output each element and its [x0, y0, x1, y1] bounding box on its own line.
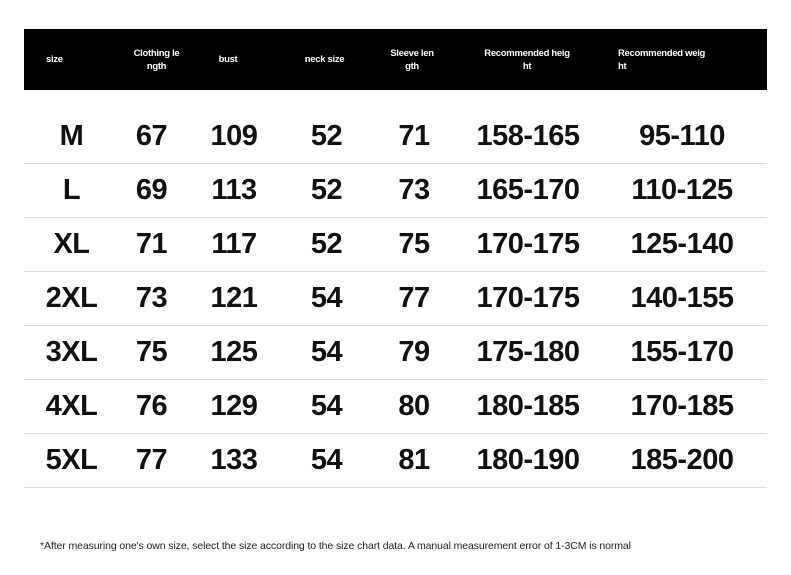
header-sleeve-length: Sleeve len gth: [390, 47, 434, 72]
cell-sleeve-length: 73: [398, 174, 430, 206]
cell-clothing-length: 77: [135, 444, 168, 476]
cell-recommended-weight: 155-170: [630, 336, 734, 368]
cell-sleeve-length: 81: [398, 444, 430, 476]
cell-neck-size: 52: [310, 174, 343, 206]
cell-size: L: [62, 174, 81, 206]
cell-neck-size: 54: [310, 444, 343, 476]
cell-bust: 121: [210, 282, 258, 314]
cell-bust: 133: [210, 444, 258, 476]
table-row: [24, 326, 767, 380]
cell-bust: 129: [210, 390, 258, 422]
table-row: [24, 218, 767, 272]
cell-size: 2XL: [45, 282, 98, 314]
cell-neck-size: 52: [310, 228, 343, 260]
cell-sleeve-length: 80: [398, 390, 430, 422]
table-row: [24, 164, 767, 218]
size-chart-table: [24, 29, 767, 488]
header-recommended-height: Recommended heig ht: [484, 47, 570, 72]
cell-neck-size: 52: [310, 120, 343, 152]
cell-sleeve-length: 79: [398, 336, 430, 368]
cell-size: XL: [53, 228, 90, 260]
cell-clothing-length: 71: [135, 228, 168, 260]
cell-recommended-height: 165-170: [476, 174, 580, 206]
cell-recommended-height: 180-185: [476, 390, 580, 422]
header-clothing-length: Clothing le ngth: [133, 47, 180, 72]
cell-recommended-height: 170-175: [476, 282, 580, 314]
cell-recommended-height: 158-165: [476, 120, 580, 152]
cell-recommended-height: 170-175: [476, 228, 580, 260]
table-row: [24, 434, 767, 488]
cell-clothing-length: 73: [135, 282, 168, 314]
cell-size: 5XL: [45, 444, 98, 476]
cell-bust: 109: [210, 120, 258, 152]
cell-bust: 113: [211, 174, 257, 206]
table-body: [24, 110, 767, 488]
cell-recommended-weight: 95-110: [639, 120, 725, 152]
header-bust: bust: [218, 54, 238, 65]
header-size: size: [46, 54, 63, 65]
table-row: [24, 110, 767, 164]
cell-sleeve-length: 71: [398, 120, 430, 152]
table-row: [24, 272, 767, 326]
header-recommended-weight: Recommended weig ht: [618, 47, 706, 72]
cell-sleeve-length: 75: [398, 228, 430, 260]
cell-recommended-height: 180-190: [476, 444, 580, 476]
cell-recommended-weight: 170-185: [630, 390, 734, 422]
cell-recommended-weight: 110-125: [631, 174, 733, 206]
cell-clothing-length: 69: [135, 174, 168, 206]
table-row: [24, 380, 767, 434]
cell-neck-size: 54: [310, 282, 343, 314]
header-neck-size: neck size: [304, 54, 345, 65]
cell-neck-size: 54: [310, 390, 343, 422]
cell-size: M: [59, 120, 84, 152]
cell-clothing-length: 75: [135, 336, 168, 368]
cell-neck-size: 54: [310, 336, 343, 368]
cell-clothing-length: 67: [135, 120, 168, 152]
cell-size: 3XL: [45, 336, 98, 368]
cell-sleeve-length: 77: [398, 282, 430, 314]
cell-size: 4XL: [45, 390, 98, 422]
table-header-row: [24, 29, 767, 90]
cell-clothing-length: 76: [135, 390, 168, 422]
cell-recommended-height: 175-180: [476, 336, 580, 368]
cell-recommended-weight: 125-140: [630, 228, 734, 260]
measurement-footnote: *After measuring one's own size, select the size according to the size chart data. A manual measurement error of 1-3CM is normal: [40, 540, 631, 552]
cell-bust: 125: [210, 336, 258, 368]
cell-bust: 117: [211, 228, 257, 260]
cell-recommended-weight: 185-200: [630, 444, 734, 476]
cell-recommended-weight: 140-155: [630, 282, 734, 314]
